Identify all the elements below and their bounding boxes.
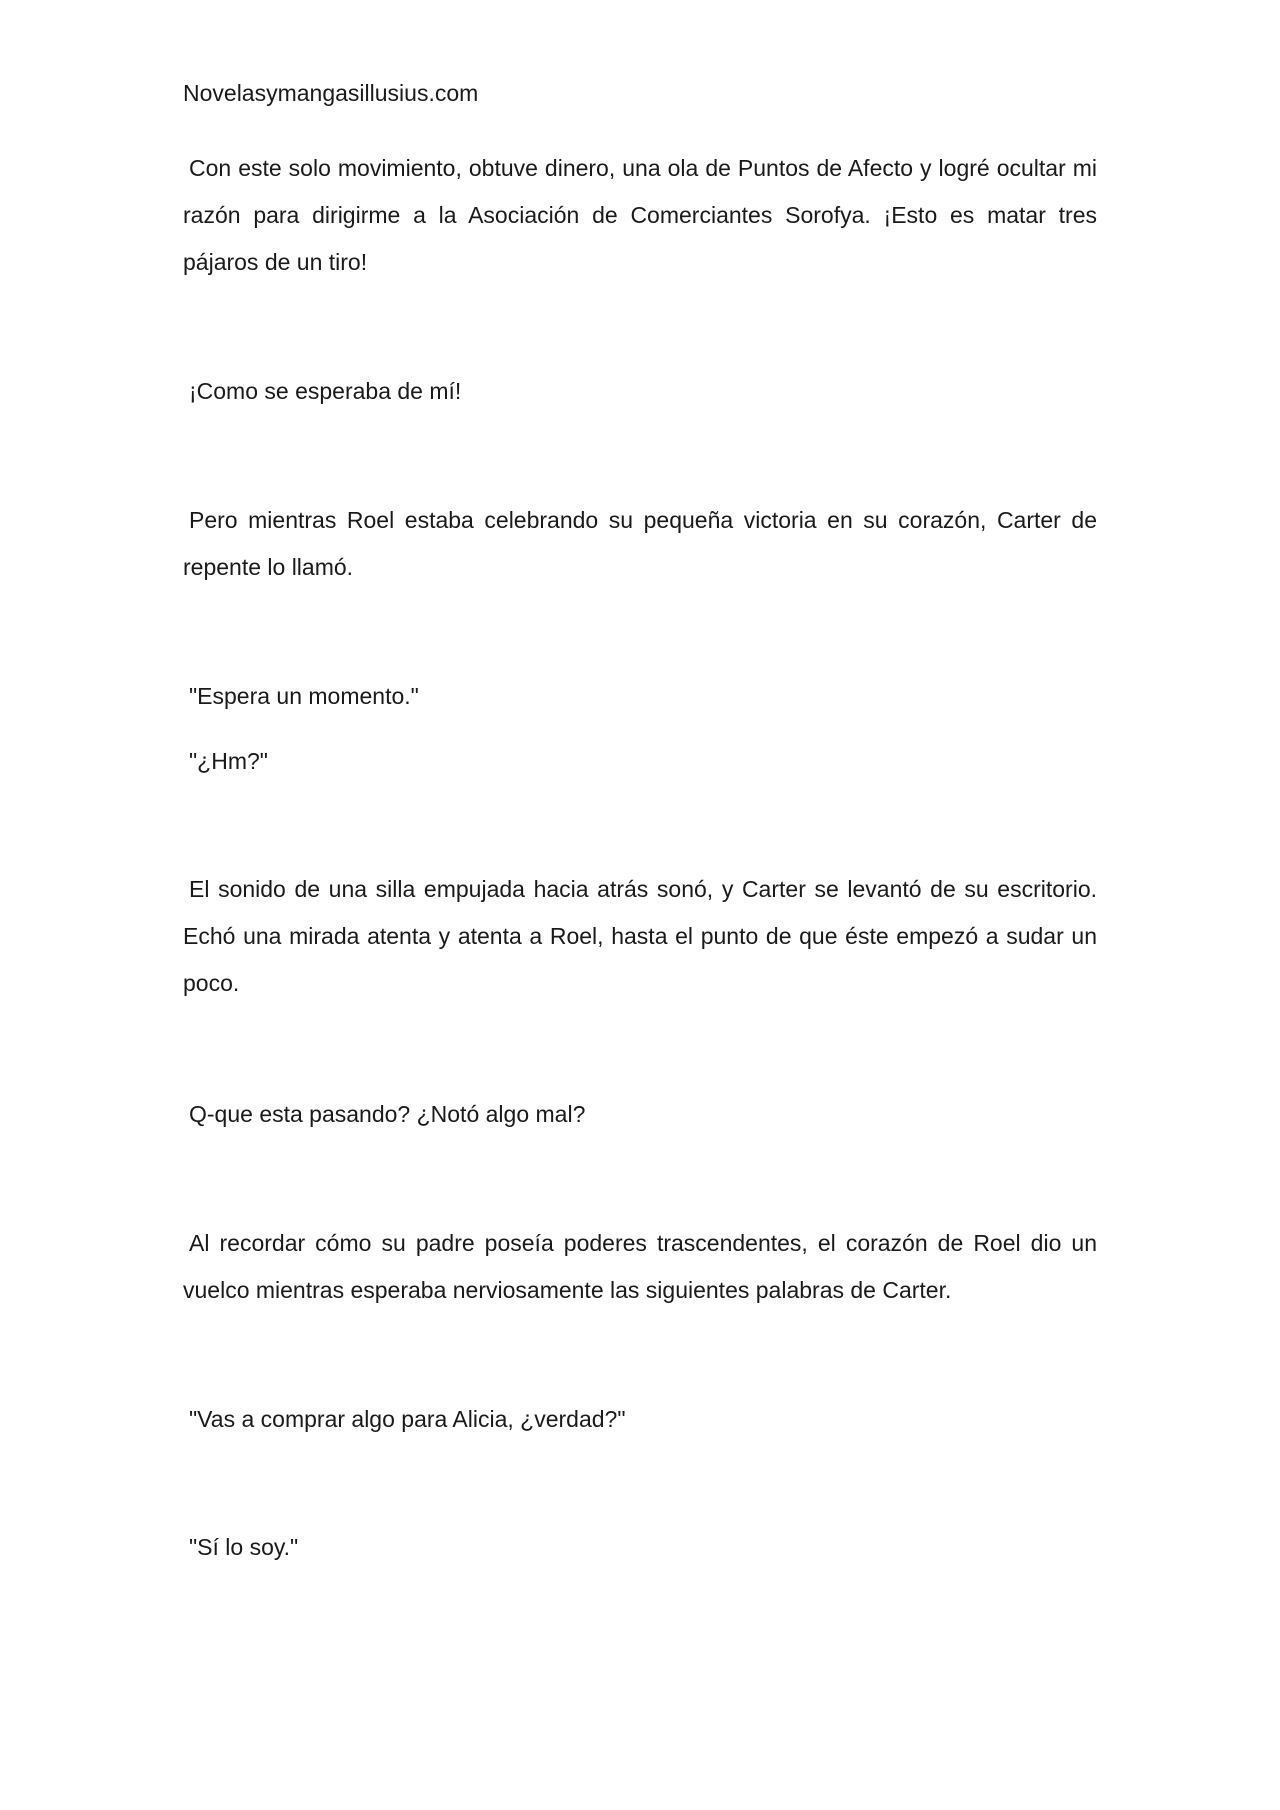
paragraph-4: "Espera un momento."	[189, 683, 419, 709]
paragraph-5: "¿Hm?"	[189, 748, 268, 774]
paragraph-8: Al recordar cómo su padre poseía poderes trascendentes, el corazón de Roel dio un vuelco mientras esperaba nerviosamente las siguientes palabras de Carter.	[183, 1230, 1097, 1303]
paragraph-6: El sonido de una silla empujada hacia atrás sonó, y Carter se levantó de su escritorio. Echó una mirada atenta y atenta a Roel, hasta el punto de que éste empezó a sudar un poco.	[183, 876, 1097, 996]
paragraph-2: ¡Como se esperaba de mí!	[189, 378, 462, 404]
paragraph-9: "Vas a comprar algo para Alicia, ¿verdad?"	[189, 1406, 626, 1432]
paragraph-3: Pero mientras Roel estaba celebrando su pequeña victoria en su corazón, Carter de repente lo llamó.	[183, 507, 1097, 580]
site-header: Novelasymangasillusius.com	[183, 80, 479, 106]
paragraph-7: Q-que esta pasando? ¿Notó algo mal?	[189, 1101, 586, 1127]
paragraph-1: Con este solo movimiento, obtuve dinero, una ola de Puntos de Afecto y logré ocultar mi razón para dirigirme a la Asociación de Comerciantes Sorofya. ¡Esto es matar tres pájaros de un tiro!	[183, 155, 1097, 275]
paragraph-10: "Sí lo soy."	[189, 1534, 299, 1560]
